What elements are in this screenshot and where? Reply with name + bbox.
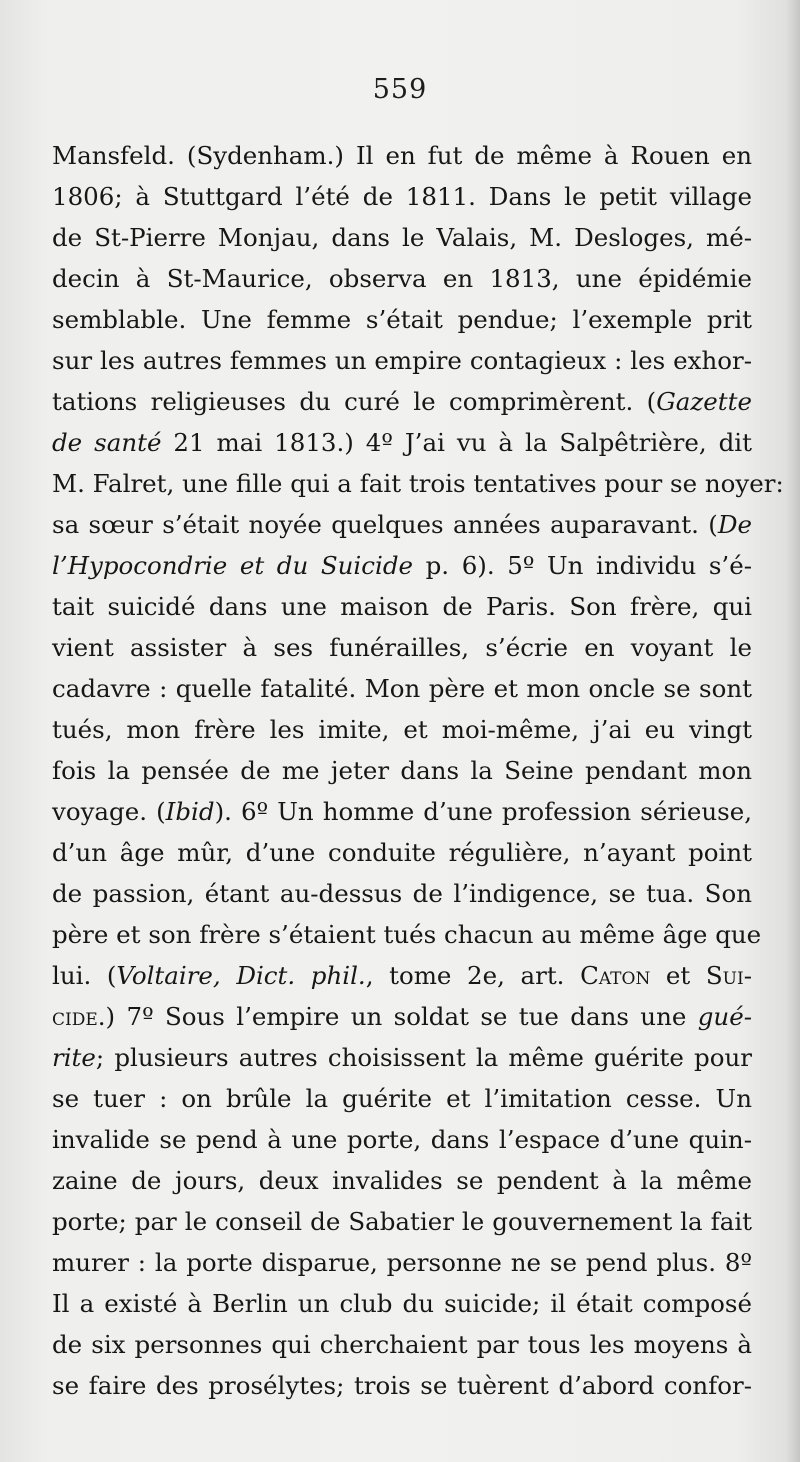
text-line: [52, 832, 752, 873]
text-segment: vient assister à ses funérailles, s’écrie en voyant le: [52, 633, 752, 662]
text-segment: sur les autres femmes un empire contagieux : les exhor-: [52, 346, 752, 375]
text-segment: tait suicidé dans une maison de Paris. Son frère, qui: [52, 592, 752, 621]
text-segment: sa sœur s’était noyée quelques années auparavant. (: [52, 510, 718, 539]
text-segment: decin à St-Maurice, observa en 1813, une épidémie: [52, 264, 752, 293]
small-caps-text: Caton: [580, 961, 651, 990]
text-line: [52, 422, 752, 463]
text-segment: Mansfeld. (Sydenham.) Il en fut de même à Rouen en: [52, 141, 752, 170]
text-line: [52, 381, 752, 422]
text-line: [52, 504, 752, 545]
text-segment: se tuer : on brûle la guérite et l’imitation cesse. Un: [52, 1084, 752, 1113]
text-line: [52, 1037, 752, 1078]
text-segment: ; plusieurs autres choisissent la même guérite pour: [95, 1043, 752, 1072]
text-line: [52, 545, 752, 586]
text-segment: , tome 2e, art.: [365, 961, 581, 990]
text-line: [52, 1365, 752, 1406]
text-segment: Il a existé à Berlin un club du suicide; il était composé: [52, 1289, 752, 1318]
text-line: [52, 996, 752, 1037]
italic-text: l’Hypocondrie et du Suicide: [52, 551, 414, 580]
text-line: [52, 791, 752, 832]
text-line: [52, 709, 752, 750]
text-line: [52, 873, 752, 914]
italic-text: rite: [52, 1043, 96, 1072]
text-segment: semblable. Une femme s’était pendue; l’exemple prit: [52, 305, 752, 334]
text-segment: p. 6). 5º Un individu s’é-: [413, 551, 752, 580]
text-segment: zaine de jours, deux invalides se pendent à la même: [52, 1166, 752, 1195]
text-segment: invalide se pend à une porte, dans l’espace d’une quin-: [52, 1125, 752, 1154]
italic-text: de santé: [52, 428, 162, 457]
text-segment: de passion, étant au-dessus de l’indigence, se tua. Son: [52, 879, 752, 908]
text-line: [52, 340, 752, 381]
text-line: [52, 750, 752, 791]
body-text: [52, 135, 784, 1406]
text-line: [52, 586, 752, 627]
text-segment: porte; par le conseil de Sabatier le gouvernement la fait: [52, 1207, 752, 1236]
text-segment: et: [650, 961, 706, 990]
text-line: [52, 1201, 752, 1242]
text-segment: M. Falret, une fille qui a fait trois tentatives pour se noyer:: [52, 469, 784, 498]
text-segment: cadavre : quelle fatalité. Mon père et mon oncle se sont: [52, 674, 752, 703]
text-line: [52, 299, 752, 340]
text-line: [52, 176, 752, 217]
italic-text: Ibid: [165, 797, 215, 826]
text-segment: murer : la porte disparue, personne ne se pend plus. 8º: [52, 1248, 752, 1277]
text-line: [52, 668, 752, 709]
small-caps-text: cide: [52, 1002, 98, 1031]
text-segment: 21 mai 1813.) 4º J’ai vu à la Salpêtrière, dit: [161, 428, 752, 457]
italic-text: De: [717, 510, 752, 539]
text-line: [52, 1078, 752, 1119]
text-line: [52, 955, 752, 996]
italic-text: Gazette: [656, 387, 752, 416]
text-line: [52, 1324, 752, 1365]
text-segment: ). 6º Un homme d’une profession sérieuse,: [214, 797, 753, 826]
text-segment: voyage. (: [52, 797, 166, 826]
page-edge-shadow: [786, 0, 800, 1462]
small-caps-text: Sui-: [705, 961, 752, 990]
text-segment: tués, mon frère les imite, et moi-même, j’ai eu vingt: [52, 715, 752, 744]
text-segment: 1806; à Stuttgard l’été de 1811. Dans le petit village: [52, 182, 752, 211]
text-line: [52, 627, 752, 668]
italic-text: gué-: [697, 1002, 752, 1031]
text-segment: tations religieuses du curé le comprimèrent. (: [52, 387, 657, 416]
italic-text: Voltaire, Dict. phil.: [116, 961, 366, 990]
text-segment: de St-Pierre Monjau, dans le Valais, M. Desloges, mé-: [52, 223, 752, 252]
text-line: [52, 1242, 752, 1283]
text-segment: d’un âge mûr, d’une conduite régulière, n’ayant point: [52, 838, 752, 867]
text-segment: père et son frère s’étaient tués chacun au même âge que: [52, 920, 762, 949]
text-line: [52, 914, 762, 955]
text-segment: .) 7º Sous l’empire un soldat se tue dans une: [97, 1002, 698, 1031]
text-segment: se faire des prosélytes; trois se tuèrent d’abord confor-: [52, 1371, 752, 1400]
page-number: 559: [372, 74, 428, 105]
text-line: [52, 1283, 752, 1324]
text-line: [52, 1160, 752, 1201]
text-line: [52, 463, 784, 504]
text-line: [52, 1119, 752, 1160]
text-segment: fois la pensée de me jeter dans la Seine pendant mon: [52, 756, 752, 785]
text-segment: de six personnes qui cherchaient par tous les moyens à: [52, 1330, 752, 1359]
text-line: [52, 217, 752, 258]
text-segment: lui. (: [52, 961, 117, 990]
text-line: [52, 135, 752, 176]
text-line: [52, 258, 752, 299]
